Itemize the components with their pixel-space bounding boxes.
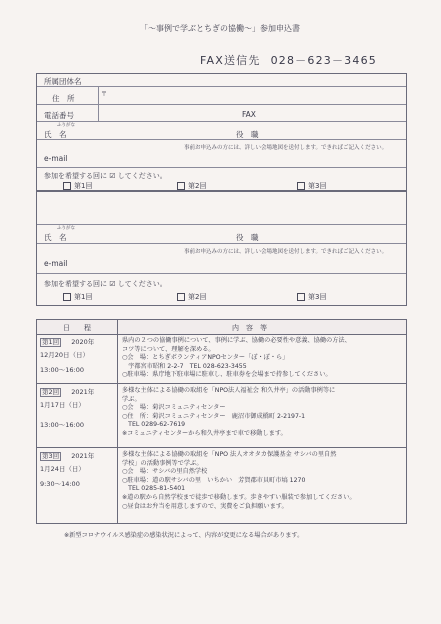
attend-instruction-2: 参加を希望する回に ☑ してください。 (44, 280, 167, 288)
session1-line: 県内の２つの協働事例について、事例に学ぶ、協働の必要性や意義、協働の方法、 (122, 337, 351, 344)
footer-note: ※新型コロナウイルス感染症の感染状況によって、内容が変更になる場合があります。 (64, 532, 304, 539)
role-label-2: 役 職 (236, 233, 259, 242)
org-label: 所属団体名 (44, 77, 82, 86)
session3-date: 1月24日（日） (40, 465, 85, 473)
session2-line: TEL 0289-62-7619 (122, 421, 186, 429)
session2-content (122, 387, 402, 439)
name-label-2: 氏 名 (44, 233, 67, 242)
attend-row-2 (37, 274, 406, 305)
session2-time: 13:00～16:00 (40, 421, 84, 429)
session1-time: 13:00～16:00 (40, 366, 84, 374)
session1-line: コツ等について、理解を深める。 (122, 345, 215, 353)
address-row (37, 87, 406, 105)
checkbox-icon (63, 293, 71, 301)
page-title: 「〜事例で学ぶとちぎの協働〜」参加申込書 (140, 24, 300, 33)
email-row-2 (37, 244, 406, 274)
checkbox-icon (63, 182, 71, 190)
schedule-table (36, 319, 407, 524)
session3-checkbox-2[interactable] (297, 292, 326, 302)
session3-line: ○会 場：サシバの里自然学校 (122, 468, 208, 476)
session3-label-2: 第3回 (308, 293, 327, 301)
session1-line: ○会 場：とちぎボランティアNPOセンター「ぽ・ぽ・ら」 (122, 354, 289, 362)
session3-line: 多様な主体による協働の取組を「NPO 法人オオタカ保護基金 サシバの里自然 (122, 451, 337, 458)
session3-no: 第3回 (42, 452, 60, 460)
session3-checkbox[interactable] (297, 181, 326, 191)
name-row (37, 122, 406, 140)
session1-no: 第1回 (42, 338, 60, 346)
session3-line: ○駐車場：道の駅サシバの里 いちかい 芳賀郡市貝町市塙 1270 (122, 476, 306, 484)
schedule-row-1 (37, 334, 406, 384)
name-label: 氏 名 (44, 130, 67, 139)
session1-checkbox-2[interactable] (63, 292, 92, 302)
session1-date: 12月20日（日） (40, 351, 90, 359)
fax-number: 028－623－3465 (270, 54, 377, 67)
session1-year: 2020年 (71, 338, 95, 346)
email-note: 事前お申込みの方には、詳しい会場地図を送付します。できればご記入ください。 (184, 145, 388, 151)
session2-no: 第2回 (42, 388, 60, 396)
checkbox-icon (297, 293, 305, 301)
session1-label-2: 第1回 (74, 293, 93, 301)
session2-heading (40, 388, 94, 397)
schedule-header (37, 320, 406, 335)
phone-label: 電話番号 (44, 111, 74, 120)
session2-year: 2021年 (71, 388, 95, 396)
session2-line: 学ぶ。 (122, 395, 141, 403)
session2-checkbox[interactable] (177, 181, 206, 191)
session1-checkbox[interactable] (63, 181, 92, 191)
address-label: 住 所 (52, 94, 75, 103)
session1-line: 宇都宮市昭和 2-2-7 TEL 028-623-3455 (122, 362, 247, 370)
session3-label: 第3回 (308, 182, 327, 190)
address-divider (98, 87, 99, 105)
application-form (36, 73, 407, 306)
session2-line: ○会 場：菊沢コミュニティセンター (122, 404, 226, 412)
row-divider-3 (117, 448, 118, 523)
postal-mark[interactable]: 〒 (101, 91, 108, 98)
session2-date: 1月17日（日） (40, 401, 85, 409)
attend-row (37, 168, 406, 192)
fax-destination (200, 52, 387, 68)
email-label-2: e-mail (44, 259, 68, 268)
fax-label: FAX送信先 (200, 54, 261, 67)
phone-row (37, 105, 406, 122)
session3-line: TEL 0285-81-5401 (122, 485, 186, 493)
row-divider-2 (117, 384, 118, 447)
session3-content (122, 451, 402, 511)
phone-divider (98, 105, 99, 122)
session1-heading (40, 338, 94, 347)
session1-label: 第1回 (74, 182, 93, 190)
session2-label: 第2回 (188, 182, 207, 190)
session3-line: 学校」の活動事例等で学ぶ。 (122, 459, 203, 467)
session2-line: 多様な主体による協働の取組を「NPO法人福祉会 和久井亭」の活動事例等に (122, 387, 336, 394)
email-row (37, 140, 406, 168)
checkbox-icon (297, 182, 305, 190)
checkbox-icon (177, 182, 185, 190)
role-label: 役 職 (236, 130, 259, 139)
session3-heading (40, 452, 94, 461)
attend-instruction: 参加を希望する回に ☑ してください。 (44, 172, 167, 180)
org-row (37, 74, 406, 87)
schedule-row-2 (37, 384, 406, 448)
session2-line: ○住 所：菊沢コミュニティセンター 鹿沼市御成橋町 2-2197-1 (122, 412, 306, 420)
session3-line: ※道の駅から自然学校まで徒歩で移動します。歩きやすい服装で参加してください。 (122, 493, 356, 501)
session3-line: ○昼食はお弁当を用意しますので、実費をご負担願います。 (122, 502, 288, 510)
session2-line: ※コミュニティセンターから和久井亭まで車で移動します。 (122, 429, 287, 437)
furigana-label: ふりがな (57, 123, 75, 128)
row-divider-1 (117, 334, 118, 383)
session2-label-2: 第2回 (188, 293, 207, 301)
fax-field-label: FAX (242, 110, 256, 119)
header-date: 日 程 (63, 324, 91, 332)
session1-line: ○駐車場：県庁地下駐車場に駐車し、駐車券を会場まで持参してください。 (122, 371, 332, 379)
checkbox-icon (177, 293, 185, 301)
furigana-label-2: ふりがな (57, 226, 75, 231)
session1-content (122, 337, 402, 380)
header-content: 内 容 等 (232, 324, 267, 332)
name-row-2 (37, 224, 406, 244)
header-divider (117, 320, 118, 334)
email-label: e-mail (44, 154, 68, 163)
email-note-2: 事前お申込みの方には、詳しい会場地図を送付します。できればご記入ください。 (184, 249, 388, 255)
schedule-row-3 (37, 448, 406, 523)
session3-year: 2021年 (71, 452, 95, 460)
session2-checkbox-2[interactable] (177, 292, 206, 302)
session3-time: 9:30～14:00 (40, 480, 80, 488)
